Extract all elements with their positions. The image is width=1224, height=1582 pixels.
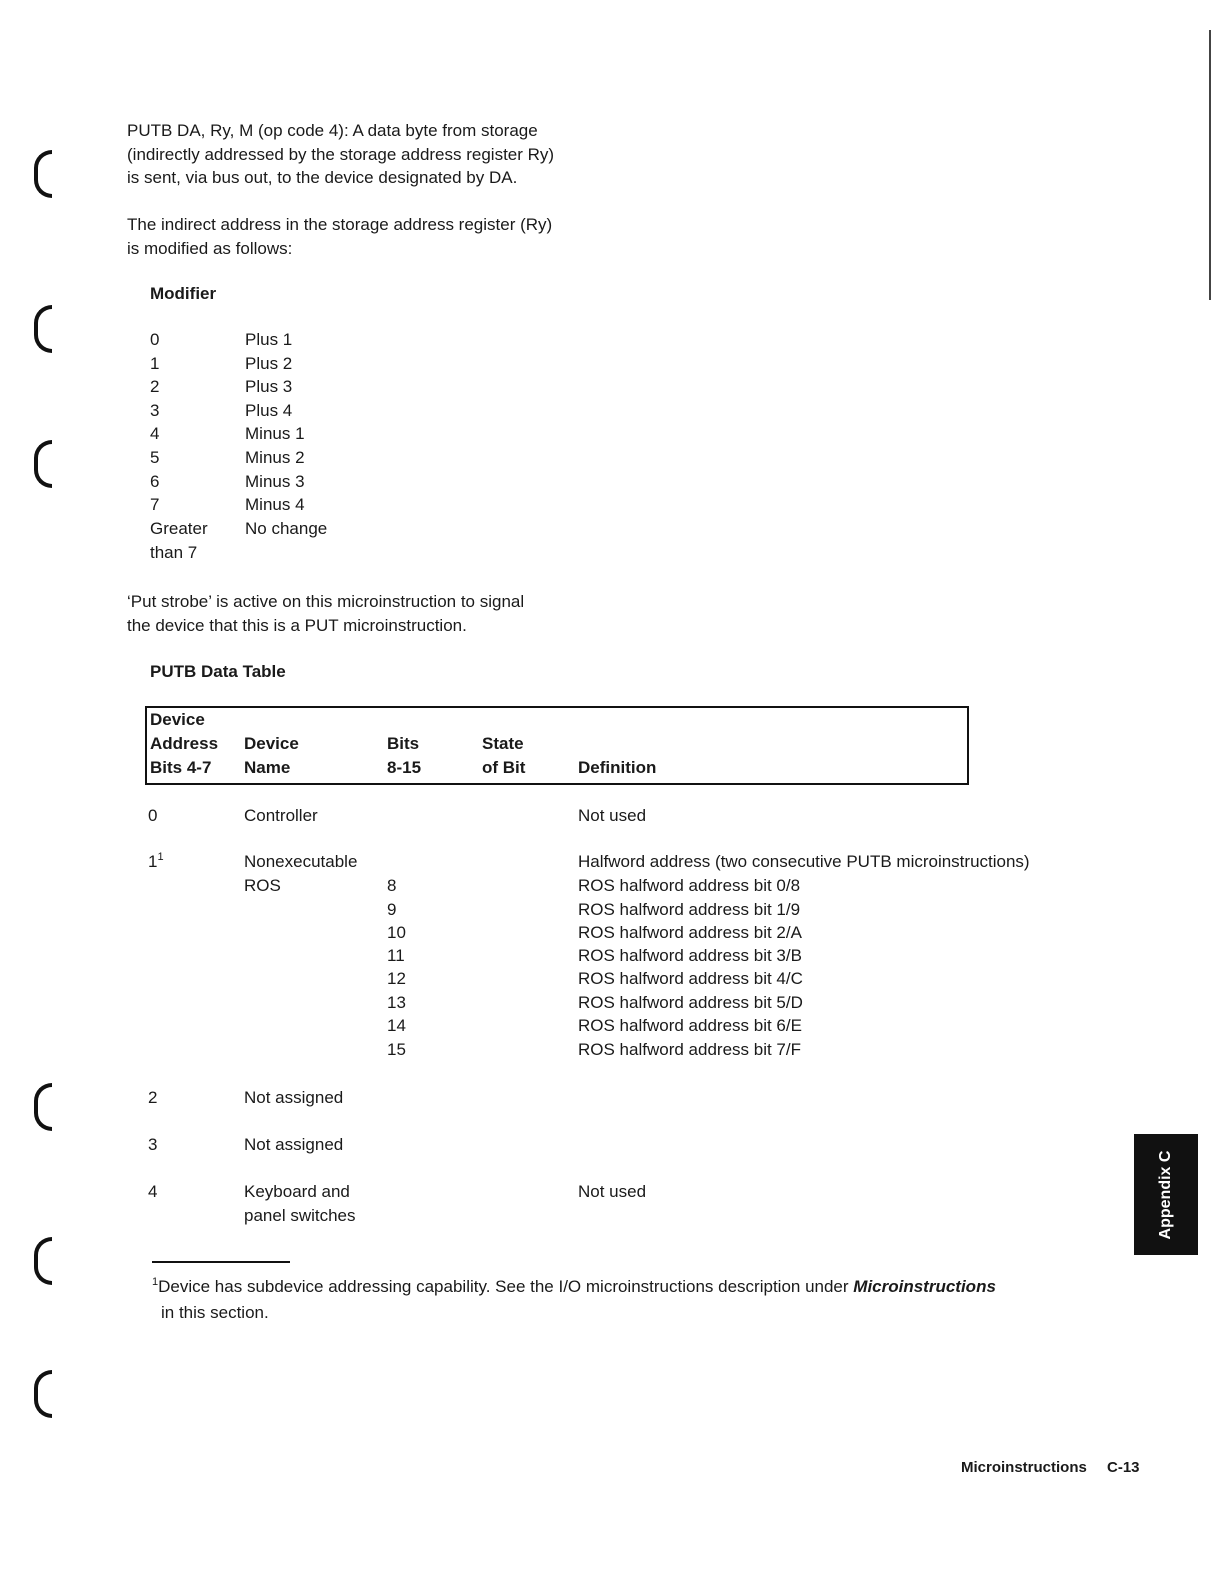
- modifier-code: 5: [150, 448, 160, 467]
- binding-hole-mark: [34, 440, 52, 488]
- header-device-address: Device Address Bits 4-7: [150, 710, 219, 777]
- binding-hole-mark: [34, 305, 52, 353]
- modifier-code: than 7: [150, 543, 198, 562]
- binding-hole-mark: [34, 1083, 52, 1131]
- bit-number: 11: [387, 946, 405, 965]
- bit-definition: ROS halfword address bit 0/8: [578, 876, 801, 895]
- indirect-line-2: is modified as follows:: [127, 238, 293, 258]
- bit-number: 14: [387, 1016, 406, 1035]
- modifier-value: Plus 3: [245, 377, 293, 396]
- row-definition: Not used: [578, 1182, 647, 1201]
- bit-definition: ROS halfword address bit 7/F: [578, 1040, 801, 1059]
- strobe-line-2: the device that this is a PUT microinstruction.: [127, 615, 467, 635]
- modifier-value: Minus 4: [245, 495, 305, 514]
- appendix-tab: [1134, 1134, 1198, 1255]
- row-device-name: Keyboard and: [244, 1182, 350, 1201]
- modifier-value: Minus 2: [245, 448, 305, 467]
- header-state-of-bit: State of Bit: [482, 734, 526, 777]
- indirect-paragraph: [127, 213, 552, 260]
- modifier-heading: Modifier: [150, 284, 217, 303]
- binding-hole-mark: [34, 150, 52, 198]
- modifier-code: 2: [150, 377, 160, 396]
- footnote-marker: 1: [152, 1276, 159, 1288]
- modifier-code: 1: [150, 354, 160, 373]
- modifier-value: Plus 2: [245, 354, 293, 373]
- bit-definition: ROS halfword address bit 4/C: [578, 969, 803, 988]
- modifier-value: Minus 1: [245, 424, 305, 443]
- bit-number: 10: [387, 923, 406, 942]
- binding-hole-mark: [34, 1370, 52, 1418]
- page-edge-line: [1209, 30, 1211, 300]
- strobe-paragraph: [127, 590, 524, 637]
- bit-definition: ROS halfword address bit 6/E: [578, 1016, 802, 1035]
- bit-definition: ROS halfword address bit 5/D: [578, 993, 803, 1012]
- bit-definition: ROS halfword address bit 3/B: [578, 946, 802, 965]
- footnote-line-1: $^1$Device has subdevice addressing capability. See the I/O microinstructions description under Microinstructions: [152, 1276, 996, 1296]
- intro-line-2: (indirectly addressed by the storage address register Ry): [127, 144, 555, 164]
- row-address: 0: [148, 806, 158, 825]
- row-address: 4: [148, 1182, 158, 1201]
- footer-section: Microinstructions: [961, 1459, 1087, 1476]
- bit-definition: ROS halfword address bit 2/A: [578, 923, 802, 942]
- table-title: PUTB Data Table: [150, 662, 286, 681]
- footer-page-number: C-13: [1107, 1459, 1140, 1476]
- bit-definition: ROS halfword address bit 1/9: [578, 900, 801, 919]
- row-device-name: Not assigned: [244, 1135, 344, 1154]
- strobe-line-1: ‘Put strobe’ is active on this microinstruction to signal: [127, 592, 525, 611]
- modifier-code: 4: [150, 424, 160, 443]
- row-address: 3: [148, 1135, 158, 1154]
- modifier-code: Greater: [150, 519, 208, 538]
- intro-line-1: PUTB DA, Ry, M (op code 4): A data byte from storage: [127, 121, 538, 140]
- footnote-ref: 1: [157, 851, 164, 863]
- row-device-name: panel switches: [244, 1206, 356, 1225]
- modifier-code: 6: [150, 472, 160, 491]
- modifier-code: 7: [150, 495, 160, 514]
- bit-number: 9: [387, 900, 397, 919]
- header-definition: Definition: [578, 758, 657, 777]
- footnote-rule: [152, 1261, 290, 1263]
- bit-number: 15: [387, 1040, 406, 1059]
- intro-line-3: is sent, via bus out, to the device designated by DA.: [127, 168, 518, 187]
- row-device-name: Controller: [244, 806, 318, 825]
- row-definition: Not used: [578, 806, 647, 825]
- bit-number: 12: [387, 969, 406, 988]
- modifier-code: 0: [150, 330, 160, 349]
- modifier-value: Minus 3: [245, 472, 305, 491]
- modifier-code: 3: [150, 401, 160, 420]
- row-definition: Halfword address (two consecutive PUTB microinstructions): [578, 852, 1030, 871]
- appendix-tab-label: Appendix C: [1157, 1150, 1174, 1239]
- row-device-name: Not assigned: [244, 1088, 344, 1107]
- header-bits: Bits 8-15: [387, 734, 422, 777]
- header-device-name: Device Name: [244, 734, 299, 777]
- footnote: [152, 1275, 996, 1325]
- modifier-value: Plus 4: [245, 401, 293, 420]
- footnote-line-2: in this section.: [161, 1303, 269, 1322]
- footnote-italic-ref: Microinstructions: [853, 1277, 996, 1296]
- row-address: 2: [148, 1088, 158, 1107]
- binding-hole-mark: [34, 1237, 52, 1285]
- row-device-name: Nonexecutable: [244, 852, 358, 871]
- modifier-value: Plus 1: [245, 330, 293, 349]
- row-device-name: ROS: [244, 876, 281, 895]
- row-address: $1^1$: [148, 851, 164, 871]
- bit-number: 13: [387, 993, 406, 1012]
- indirect-line-1: The indirect address in the storage address register (Ry): [127, 215, 553, 234]
- intro-paragraph: [127, 119, 554, 190]
- bit-number: 8: [387, 876, 397, 895]
- modifier-value: No change: [245, 519, 328, 538]
